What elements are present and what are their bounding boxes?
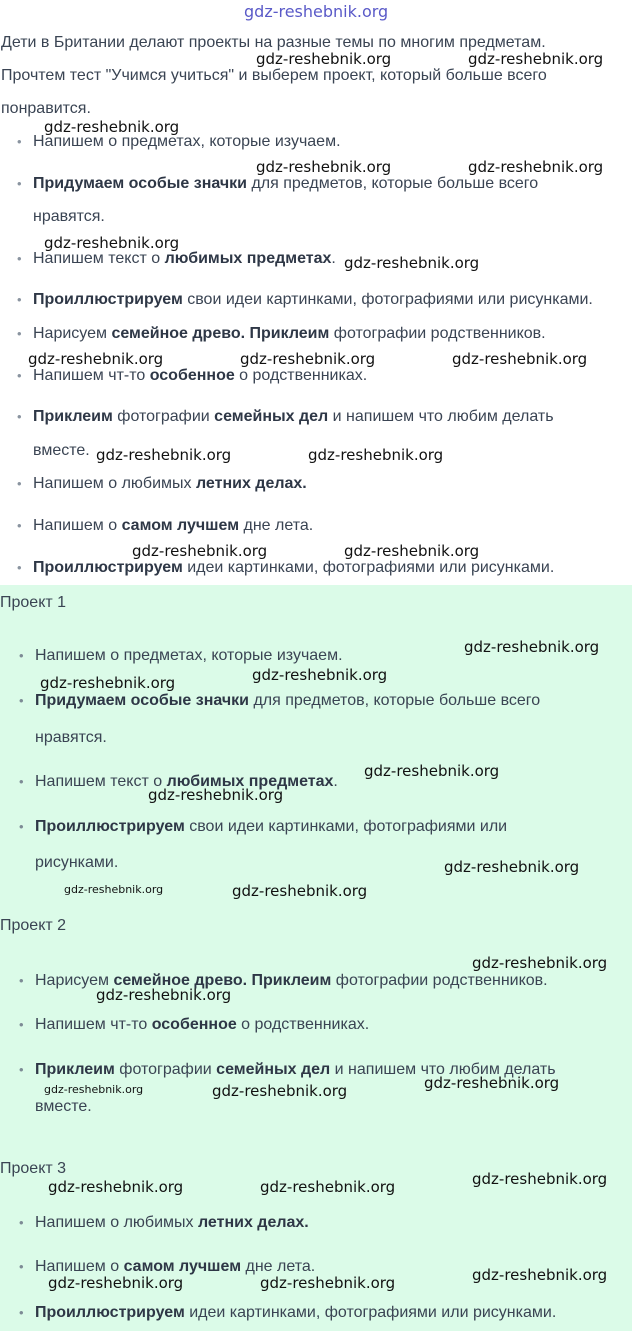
watermark: gdz-reshebnik.org xyxy=(212,1082,348,1100)
watermark: gdz-reshebnik.org xyxy=(260,1274,396,1292)
list-item: • Придумаем особые значки для предметов, которые больше всего xyxy=(33,176,538,192)
project-2-item: • Напишем чт-то особенное о родственниках. xyxy=(35,1017,369,1033)
watermark: gdz-reshebnik.org xyxy=(44,234,180,252)
project-1-item-continuation: рисунками. xyxy=(35,854,119,871)
intro-line-2: Прочтем тест "Учимся учиться" и выберем проект, который больше всего xyxy=(1,67,547,84)
watermark: gdz-reshebnik.org xyxy=(44,1083,144,1096)
watermark: gdz-reshebnik.org xyxy=(252,666,388,684)
watermark: gdz-reshebnik.org xyxy=(344,254,480,272)
list-item: • Напишем о самом лучшем дне лета. xyxy=(33,518,313,534)
list-item-continuation: вместе. xyxy=(33,442,90,459)
list-item: • Проиллюстрируем свои идеи картинками, фотографиями или рисунками. xyxy=(33,292,593,308)
watermark: gdz-reshebnik.org xyxy=(132,542,268,560)
watermark: gdz-reshebnik.org xyxy=(256,50,392,68)
watermark: gdz-reshebnik.org xyxy=(472,1266,608,1284)
watermark: gdz-reshebnik.org xyxy=(444,858,580,876)
watermark: gdz-reshebnik.org xyxy=(40,674,176,692)
watermark: gdz-reshebnik.org xyxy=(44,118,180,136)
project-3-title: Проект 3 xyxy=(0,1160,67,1177)
watermark: gdz-reshebnik.org xyxy=(468,158,604,176)
watermark: gdz-reshebnik.org xyxy=(256,158,392,176)
project-1-item: • Придумаем особые значки для предметов, которые больше всего xyxy=(35,693,540,709)
project-1-title: Проект 1 xyxy=(0,594,67,611)
watermark: gdz-reshebnik.org xyxy=(96,986,232,1004)
list-item: • Напишем о любимых летних делах. xyxy=(33,476,307,492)
list-item-continuation: нравятся. xyxy=(33,208,105,225)
list-item: • Напишем чт-то особенное о родственниках. xyxy=(33,368,367,384)
list-item: • Напишем текст о любимых предметах. xyxy=(33,251,336,267)
watermark: gdz-reshebnik.org xyxy=(344,542,480,560)
project-2-item: • Нарисуем семейное древо. Приклеим фотографии родственников. xyxy=(35,973,548,989)
intro-line-3: понравится. xyxy=(1,100,91,117)
project-1-item: • Проиллюстрируем свои идеи картинками, фотографиями или xyxy=(35,819,507,835)
watermark: gdz-reshebnik.org xyxy=(472,1170,608,1188)
project-3-item: • Напишем о самом лучшем дне лета. xyxy=(35,1259,315,1275)
watermark: gdz-reshebnik.org xyxy=(452,350,588,368)
watermark: gdz-reshebnik.org xyxy=(64,883,164,896)
list-item: • Проиллюстрируем идеи картинками, фотографиями или рисунками. xyxy=(33,560,554,576)
watermark: gdz-reshebnik.org xyxy=(148,786,284,804)
watermark: gdz-reshebnik.org xyxy=(232,882,368,900)
top-watermark: gdz-reshebnik.org xyxy=(244,2,389,21)
watermark: gdz-reshebnik.org xyxy=(28,350,164,368)
watermark: gdz-reshebnik.org xyxy=(472,954,608,972)
intro-line-1: Дети в Британии делают проекты на разные темы по многим предметам. xyxy=(1,34,546,51)
project-1-item-continuation: нравятся. xyxy=(35,729,107,746)
watermark: gdz-reshebnik.org xyxy=(424,1074,560,1092)
list-item: • Напишем о предметах, которые изучаем. xyxy=(33,134,341,150)
project-2-item-continuation: вместе. xyxy=(35,1098,92,1115)
project-2-item: • Приклеим фотографии семейных дел и напишем что любим делать xyxy=(35,1062,556,1078)
list-item: • Приклеим фотографии семейных дел и напишем что любим делать xyxy=(33,409,554,425)
project-2-title: Проект 2 xyxy=(0,917,67,934)
watermark: gdz-reshebnik.org xyxy=(260,1178,396,1196)
watermark: gdz-reshebnik.org xyxy=(96,446,232,464)
watermark: gdz-reshebnik.org xyxy=(308,446,444,464)
watermark: gdz-reshebnik.org xyxy=(464,638,600,656)
project-1-item: • Напишем о предметах, которые изучаем. xyxy=(35,648,343,664)
watermark: gdz-reshebnik.org xyxy=(240,350,376,368)
watermark: gdz-reshebnik.org xyxy=(48,1274,184,1292)
watermark: gdz-reshebnik.org xyxy=(468,50,604,68)
list-item: • Нарисуем семейное древо. Приклеим фотографии родственников. xyxy=(33,326,546,342)
project-3-item: • Проиллюстрируем идеи картинками, фотографиями или рисунками. xyxy=(35,1305,556,1321)
project-1-item: • Напишем текст о любимых предметах. xyxy=(35,774,338,790)
project-3-item: • Напишем о любимых летних делах. xyxy=(35,1215,309,1231)
watermark: gdz-reshebnik.org xyxy=(364,762,500,780)
watermark: gdz-reshebnik.org xyxy=(48,1178,184,1196)
